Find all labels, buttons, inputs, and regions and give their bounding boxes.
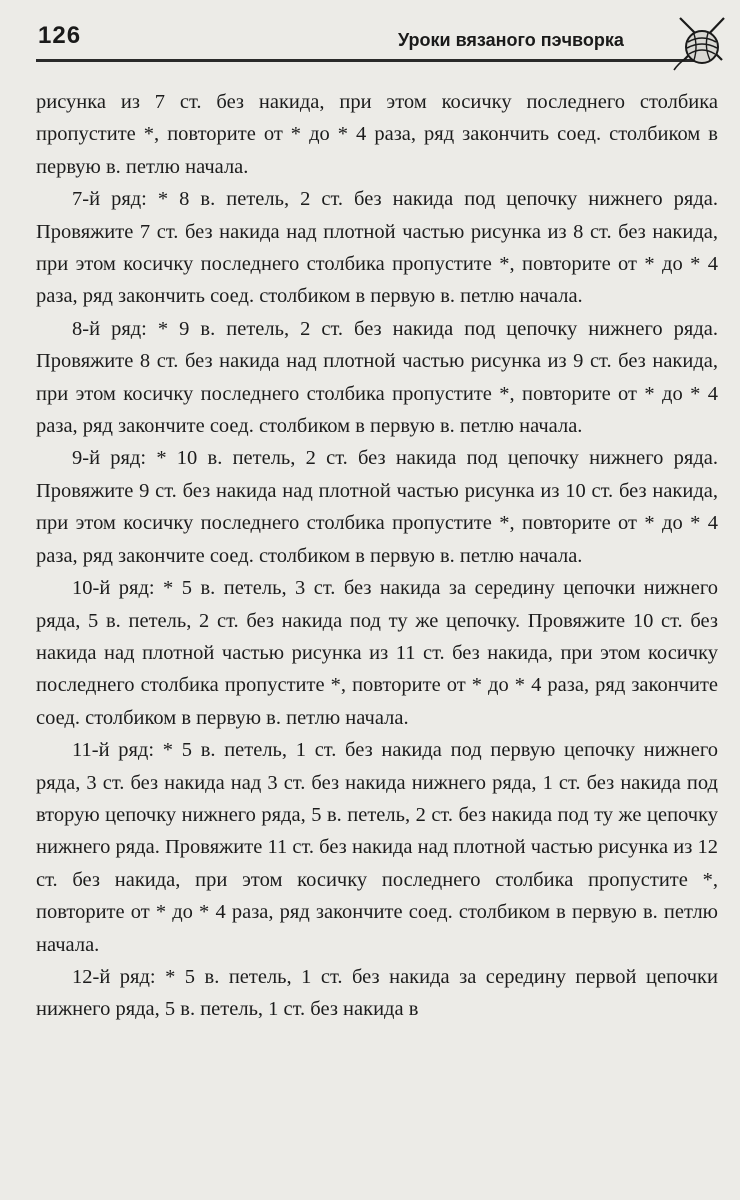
yarn-ball-icon	[672, 14, 730, 72]
paragraph-row-12: 12-й ряд: * 5 в. петель, 1 ст. без накида за середину первой цепочки нижнего ряда, 5 в. петель, 1 ст. без накида в	[36, 965, 718, 1021]
page-header	[0, 0, 740, 70]
paragraph-row-9: 9-й ряд: * 10 в. петель, 2 ст. без накида под цепочку нижнего ряда. Провяжите 9 ст. без накида над плотной частью рисунка из 10 ст. без накида, при этом косичку последнего столбика пропустите *, повторите от * до * 4 раза, ряд закончите соед. столбиком в первую в. петлю начала.	[36, 447, 718, 567]
paragraph-row-10: 10-й ряд: * 5 в. петель, 3 ст. без накида за середину цепочки нижнего ряда, 5 в. петель, 2 ст. без накида под ту же цепочку. Провяжите 10 ст. без накида над плотной частью рисунка из 11 ст. без накида, при этом косичку последнего столбика пропустите *, повторите от * до * 4 раза, ряд закончите соед. столбиком в первую в. петлю начала.	[36, 577, 718, 729]
body-text	[36, 86, 718, 1026]
paragraph: рисунка из 7 ст. без накида, при этом косичку последнего столбика пропустите *, повторите от * до * 4 раза, ряд закончить соед. столбиком в первую в. петлю начала.	[36, 91, 718, 178]
page-number: 126	[38, 22, 82, 49]
running-title: Уроки вязаного пэчворка	[398, 30, 624, 50]
paragraph-row-11: 11-й ряд: * 5 в. петель, 1 ст. без накида под первую цепочку нижнего ряда, 3 ст. без накида над 3 ст. без накида нижнего ряда, 1 ст. без накида под вторую цепочку нижнего ряда, 5 в. петель, 2 ст. без накида под ту же цепочку нижнего ряда. Провяжите 11 ст. без накида над плотной частью рисунка из 12 ст. без накида, при этом косичку последнего столбика пропустите *, повторите от * до * 4 раза, ряд закончите соед. столбиком в первую в. петлю начала.	[36, 739, 718, 956]
paragraph-row-7: 7-й ряд: * 8 в. петель, 2 ст. без накида под цепочку нижнего ряда. Провяжите 7 ст. без накида над плотной частью рисунка из 8 ст. без накида, при этом косичку последнего столбика пропустите *, повторите от * до * 4 раза, ряд закончить соед. столбиком в первую в. петлю начала.	[36, 188, 718, 308]
paragraph-row-8: 8-й ряд: * 9 в. петель, 2 ст. без накида под цепочку нижнего ряда. Провяжите 8 ст. без накида над плотной частью рисунка из 9 ст. без накида, при этом косичку последнего столбика пропустите *, повторите от * до * 4 раза, ряд закончите соед. столбиком в первую в. петлю начала.	[36, 317, 718, 438]
header-rule	[36, 59, 706, 62]
